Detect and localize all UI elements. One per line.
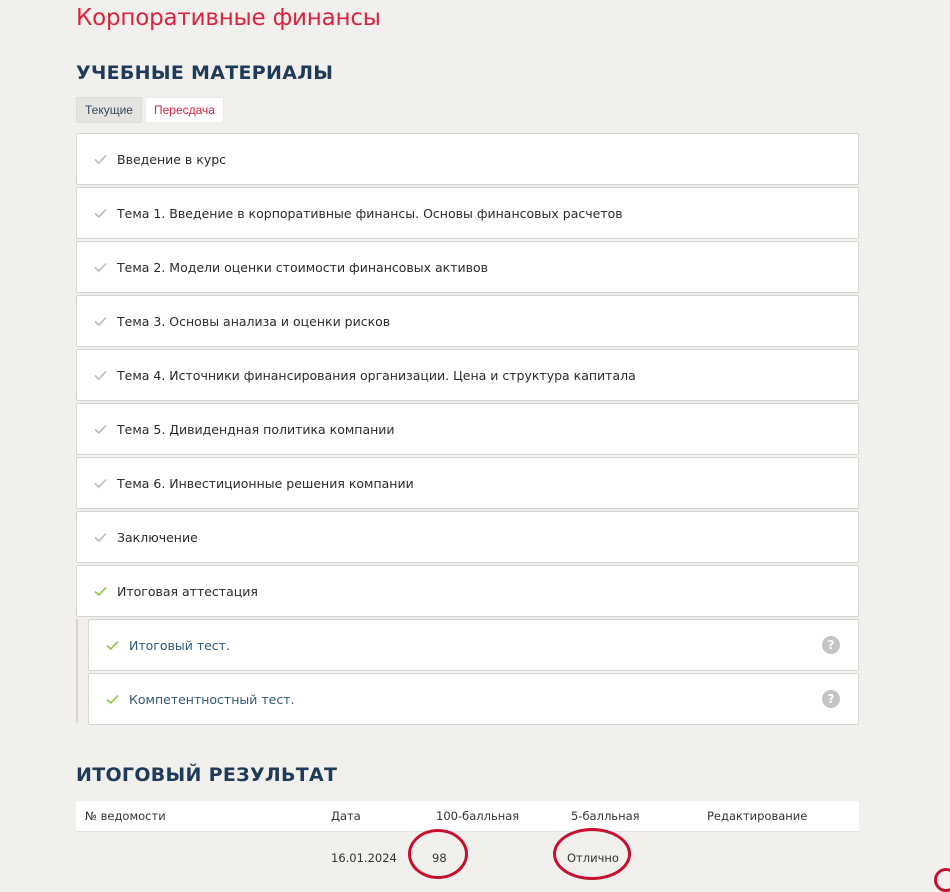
attestation-subitems bbox=[76, 619, 859, 725]
col-edit: Редактирование bbox=[707, 809, 808, 823]
annotation-circle bbox=[934, 868, 950, 892]
help-icon[interactable]: ? bbox=[822, 690, 840, 708]
topic-label: Тема 3. Основы анализа и оценки рисков bbox=[117, 313, 391, 329]
col-score-100: 100-балльная bbox=[436, 809, 520, 823]
final-test-item[interactable] bbox=[88, 619, 859, 671]
check-icon bbox=[93, 260, 107, 274]
cell-score-5-wrap bbox=[567, 851, 707, 865]
materials-heading: УЧЕБНЫЕ МАТЕРИАЛЫ bbox=[76, 62, 334, 84]
tab-current[interactable]: Текущие bbox=[76, 97, 142, 123]
check-icon bbox=[93, 422, 107, 436]
col-score-5: 5-балльная bbox=[571, 809, 640, 823]
course-title: Корпоративные финансы bbox=[76, 5, 381, 31]
final-test-link[interactable]: Итоговый тест. bbox=[129, 637, 230, 653]
check-icon bbox=[93, 152, 107, 166]
topic-5[interactable] bbox=[76, 403, 859, 455]
results-table-header bbox=[76, 801, 859, 832]
col-sheet-no: № ведомости bbox=[85, 809, 166, 823]
topic-6[interactable] bbox=[76, 457, 859, 509]
cell-score-100: 98 bbox=[432, 851, 447, 865]
topics-list bbox=[76, 133, 859, 727]
topic-label: Введение в курс bbox=[117, 151, 227, 167]
topic-3[interactable] bbox=[76, 295, 859, 347]
materials-tabs bbox=[76, 97, 224, 123]
check-icon bbox=[93, 314, 107, 328]
check-icon bbox=[93, 206, 107, 220]
check-icon bbox=[93, 476, 107, 490]
topic-intro[interactable] bbox=[76, 133, 859, 185]
cell-score-100-wrap bbox=[432, 851, 571, 865]
check-icon bbox=[105, 692, 119, 706]
check-icon bbox=[105, 638, 119, 652]
table-row bbox=[76, 832, 859, 884]
annotation-circle bbox=[408, 829, 468, 879]
topic-2[interactable] bbox=[76, 241, 859, 293]
topic-conclusion[interactable] bbox=[76, 511, 859, 563]
topic-label: Тема 4. Источники финансирования организации. Цена и структура капитала bbox=[117, 367, 636, 383]
annotation-circle bbox=[553, 828, 631, 880]
topic-1[interactable] bbox=[76, 187, 859, 239]
topic-label: Тема 5. Дивидендная политика компании bbox=[117, 421, 395, 437]
check-icon bbox=[93, 368, 107, 382]
check-icon bbox=[93, 530, 107, 544]
results-table bbox=[76, 801, 859, 884]
check-icon bbox=[93, 584, 107, 598]
results-heading: ИТОГОВЫЙ РЕЗУЛЬТАТ bbox=[76, 764, 338, 786]
cell-score-5: Отлично bbox=[567, 851, 619, 865]
competence-test-link[interactable]: Компетентностный тест. bbox=[129, 691, 295, 707]
topic-4[interactable] bbox=[76, 349, 859, 401]
topic-final-attestation[interactable] bbox=[76, 565, 859, 617]
help-icon[interactable]: ? bbox=[822, 636, 840, 654]
topic-label: Тема 6. Инвестиционные решения компании bbox=[117, 475, 414, 491]
competence-test-item[interactable] bbox=[88, 673, 859, 725]
col-date: Дата bbox=[331, 809, 361, 823]
cell-date: 16.01.2024 bbox=[331, 851, 397, 865]
topic-label: Тема 2. Модели оценки стоимости финансовых активов bbox=[117, 259, 489, 275]
topic-label: Заключение bbox=[117, 529, 198, 545]
topic-label: Тема 1. Введение в корпоративные финансы. Основы финансовых расчетов bbox=[117, 205, 623, 221]
tab-retake[interactable]: Пересдача bbox=[145, 97, 224, 123]
topic-label: Итоговая аттестация bbox=[117, 583, 258, 599]
